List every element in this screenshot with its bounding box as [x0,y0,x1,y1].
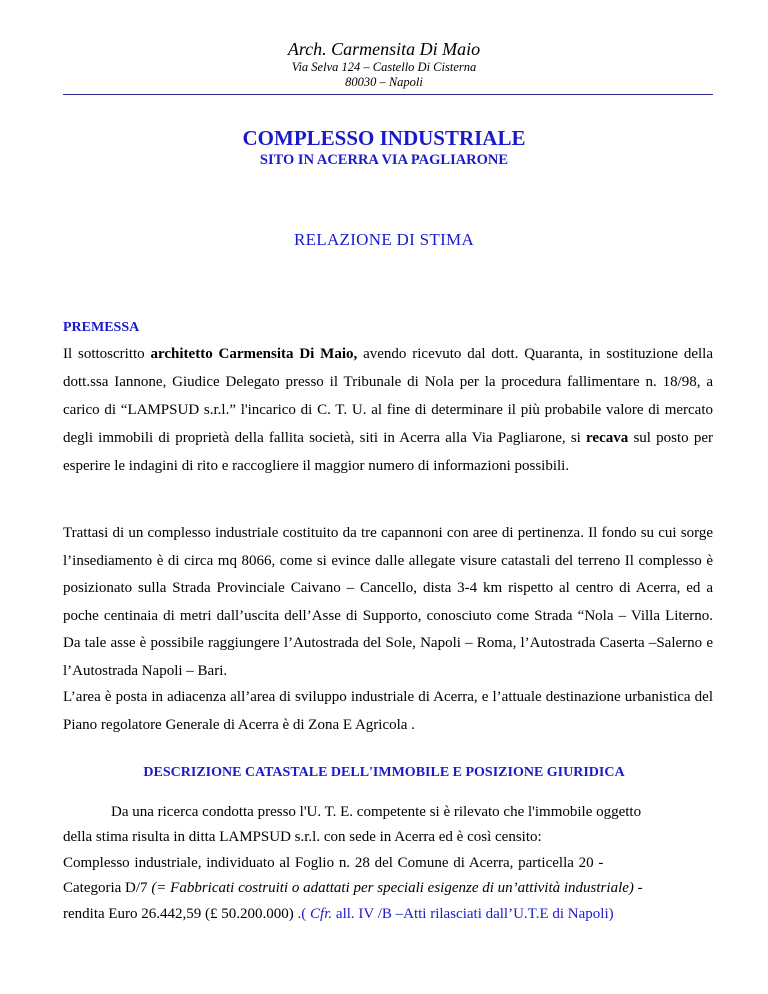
report-title: RELAZIONE DI STIMA [293,230,475,249]
address-line-2: 80030 – Napoli [345,75,423,89]
catastale-line-2: della stima risulta in ditta LAMPSUD s.r.l. con sede in Acerra ed è così censito: [63,829,542,845]
premessa-heading: PREMESSA [63,320,140,335]
premessa-paragraph-1: Il sottoscritto architetto Carmensita Di Maio, avendo ricevuto dal dott. Quaranta, in sostituzione della dott.ssa Iannone, Giudice Delegato presso il Tribunale di Nola per la procedura fallimentare n. 18/98, a carico di “LAMPSUD s.r.l.” l'incarico di C. T. U. al fine di determinare il più probabile valore di mercato degli immobili di proprietà della fallita società, siti in Acerra alla Via Pagliarone, si recava sul posto per esperire le indagini di rito e raccogliere il maggior numero di informazioni possibili. [63,346,713,474]
letterhead [0,38,768,90]
document-title: COMPLESSO INDUSTRIALE [242,126,526,150]
catastale-line-5: rendita Euro 26.442,59 (£ 50.200.000) .( Cfr. all. IV /B –Atti rilasciati dall’U.T.E di Napoli) [63,906,614,922]
catastale-heading: DESCRIZIONE CATASTALE DELL'IMMOBILE E POSIZIONE GIURIDICA [143,765,625,780]
catastale-line-1: Da una ricerca condotta presso l'U. T. E. competente si è rilevato che l'immobile oggetto [111,804,642,820]
premessa-paragraph-2: Trattasi di un complesso industriale costituito da tre capannoni con aree di pertinenza. Il fondo su cui sorge l’insediamento è di circa mq 8066, come si evince dalle allegate visure catastali del terreno Il complesso è posizionato sulla Strada Provinciale Caivano – Cancello, dista 3-4 km rispetto al centro di Acerra, ed a poche centinaia di metri dall’uscita dell’Asse di Supporto, conosciuto come Strada “Nola – Villa Literno. Da tale asse è possibile raggiungere l’Autostrada del Sole, Napoli – Roma, l’Autostrada Caserta –Salerno e l’Autostrada Napoli – Bari. [63,525,713,679]
header-rule [63,94,713,95]
architect-name: Arch. Carmensita Di Maio [287,39,481,59]
address-line-1: Via Selva 124 – Castello Di Cisterna [291,60,477,74]
document-subtitle: SITO IN ACERRA VIA PAGLIARONE [259,152,509,168]
attachment-reference: .( Cfr. all. IV /B –Atti rilasciati dall’U.T.E di Napoli) [297,906,614,922]
premessa-paragraph-3: L’area è posta in adiacenza all’area di sviluppo industriale di Acerra, e l’attuale destinazione urbanistica del Piano regolatore Generale di Acerra è di Zona E Agricola . [63,689,713,733]
catastale-line-3: Complesso industriale, individuato al Foglio n. 28 del Comune di Acerra, particella 20 - [63,855,604,871]
catastale-line-4: Categoria D/7 (= Fabbricati costruiti o adattati per speciali esigenze di un’attività industriale) - [63,880,643,896]
